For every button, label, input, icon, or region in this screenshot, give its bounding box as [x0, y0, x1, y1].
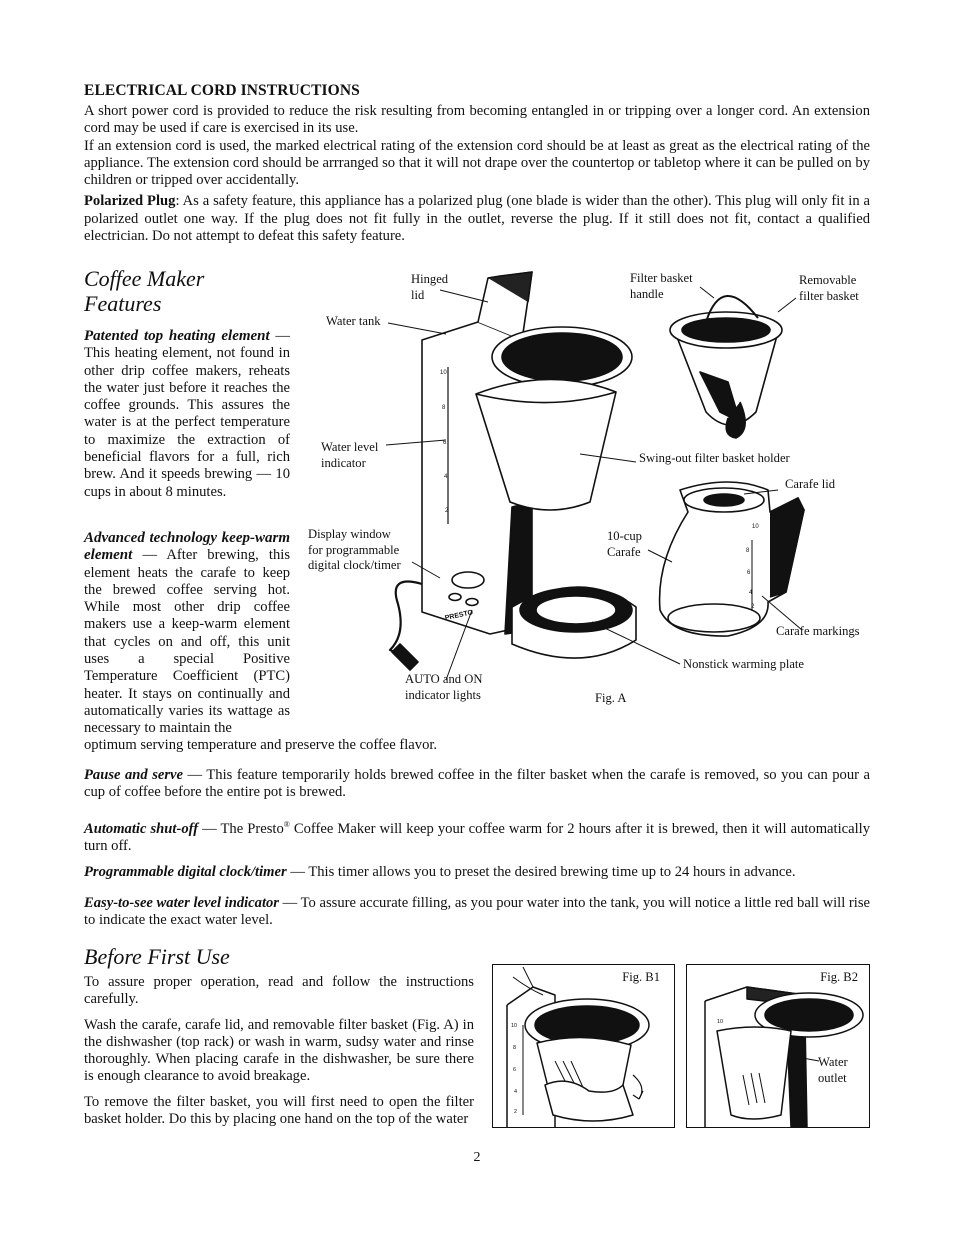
features-heading [84, 266, 294, 316]
callout-display-window [308, 527, 401, 574]
feature-keep-warm-text: — After brewing, this element heats the carafe to keep the brewed coffee serving hot. While most other drip coffee makers use a keep-warm element that cycles on and off, this unit uses a special Positive Temperature Coefficient (PTC) heater. It stays on continually and automatically varies its wattage as necessary to maintain the [84, 547, 290, 737]
feature-water-level [84, 895, 870, 930]
electrical-heading: ELECTRICAL CORD INSTRUCTIONS [84, 82, 360, 99]
b1-mark-8: 8 [513, 1045, 517, 1051]
callout-water-level-line-2: indicator [321, 455, 366, 470]
callout-water-level-line-1: Water level [321, 440, 379, 454]
feature-pause-serve [84, 767, 870, 802]
callout-carafe-line-2: Carafe [607, 544, 641, 559]
electrical-paragraph-1: A short power cord is provided to reduce the risk resulting from becoming entangled in or tripping over a longer cord. An extension cord may be used if care is exercised in its use. [84, 103, 870, 137]
before-use-paragraph-2: Wash the carafe, carafe lid, and removable filter basket (Fig. A) in the dishwasher (top rack) or wash in warm, sudsy water and rinse thoroughly. When placing carafe in the dishwasher, be sure there is enough clearance to avoid breakage. [84, 1016, 474, 1085]
carafe-mark-10: 10 [752, 524, 759, 530]
feature-pause-label: Pause and serve [84, 767, 184, 783]
before-use-paragraph-3: To remove the filter basket, you will first need to open the filter basket holder. Do this by placing one hand on the top of the water [84, 1093, 474, 1128]
callout-auto-on-lights [405, 672, 482, 703]
figure-a-label: Fig. A [595, 691, 627, 705]
feature-level-text: — To assure accurate filling, as you pour water into the tank, you will notice a little red ball will rise to indicate the exact water level. [84, 895, 871, 929]
callout-carafe-lid: Carafe lid [785, 477, 835, 491]
b1-mark-6: 6 [513, 1067, 517, 1073]
callout-display-line-2: for programmable [308, 542, 400, 557]
figure-b1-label: Fig. B1 [622, 970, 660, 984]
registered-mark: ® [283, 820, 290, 829]
callout-filter-handle-line-2: handle [630, 286, 664, 301]
feature-keep-warm [84, 530, 290, 738]
callout-carafe-line-1: 10-cup [607, 529, 642, 543]
figure-b1-drawing [493, 965, 673, 1127]
feature-clock-label: Programmable digital clock/timer [84, 864, 287, 880]
b1-mark-4: 4 [514, 1089, 518, 1095]
feature-clock-text: — This timer allows you to preset the desired brewing time up to 24 hours in advance. [286, 864, 796, 880]
tank-mark-6: 6 [443, 440, 447, 446]
callout-filter-handle [630, 271, 693, 302]
figure-b2-drawing [687, 965, 868, 1127]
callout-display-line-3: digital clock/timer [308, 558, 401, 573]
feature-heating-text: — This heating element, not found in other drip coffee makers, reheats the water just before it reaches the coffee grounds. This assures the water is at the perfect temperature to maximize the extraction of beneficial flavors for a full, rich brew. And it speeds brewing — 10 cups in about 8 minutes. [84, 328, 290, 500]
page-number: 2 [473, 1150, 481, 1165]
feature-heating-label: Patented top heating element [84, 328, 270, 344]
features-heading-line-2: Features [84, 291, 162, 316]
callout-removable-basket [799, 273, 859, 304]
polarized-plug-text: : As a safety feature, this appliance has a polarized plug (one blade is wider than the other). This plug will only fit in a polarized outlet one way. If the plug does not fit fully in the outlet, reverse the plug. If it still does not fit, contact a qualified electrician. Do not attempt to defeat this safety feature. [84, 193, 871, 245]
figure-b2-label: Fig. B2 [820, 970, 858, 984]
before-use-paragraph-1: To assure proper operation, read and follow the instructions carefully. [84, 974, 474, 1008]
figure-a [300, 262, 890, 717]
callout-hinged-lid-line-2: lid [411, 287, 425, 302]
feature-auto-shutoff [84, 816, 870, 855]
electrical-section [84, 82, 870, 245]
callout-hinged-lid [411, 272, 448, 303]
figure-b1 [492, 964, 675, 1128]
tank-mark-8: 8 [442, 405, 446, 411]
b1-mark-2: 2 [514, 1109, 518, 1115]
electrical-paragraph-2: If an extension cord is used, the marked electrical rating of the extension cord should be at least as great as the electrical rating of the appliance. The extension cord should be arrranged so that it will not drape over the countertop or tabletop where it can be pulled on by children or tripped over accidentally. [84, 137, 870, 189]
carafe-mark-4: 4 [749, 590, 753, 596]
callout-auto-on-line-2: indicator lights [405, 687, 481, 702]
carafe-mark-6: 6 [747, 570, 751, 576]
b1-mark-10: 10 [511, 1023, 518, 1029]
callout-carafe-markings: Carafe markings [776, 624, 860, 638]
features-heading-line-1: Coffee Maker [84, 266, 205, 291]
before-use-heading: Before First Use [84, 944, 230, 969]
polarized-plug-label: Polarized Plug [84, 193, 176, 210]
feature-clock-timer [84, 864, 870, 881]
carafe-mark-2: 2 [751, 604, 755, 610]
callout-hinged-lid-line-1: Hinged [411, 272, 449, 286]
feature-heating-element [84, 328, 290, 501]
tank-mark-4: 4 [444, 474, 448, 480]
callout-water-outlet [818, 1055, 848, 1086]
feature-shutoff-label: Automatic shut-off [84, 820, 199, 837]
callout-auto-on-line-1: AUTO and ON [405, 672, 483, 686]
feature-level-label: Easy-to-see water level indicator [84, 895, 279, 911]
presto-logo: PRESTO [444, 609, 474, 623]
callout-water-outlet-line-2: outlet [818, 1070, 847, 1085]
before-use-body [84, 974, 474, 1128]
feature-shutoff-text-a: — The Presto [198, 820, 284, 837]
polarized-plug-paragraph [84, 193, 870, 245]
callout-filter-handle-line-1: Filter basket [630, 271, 693, 285]
callout-water-level [321, 440, 378, 471]
callout-water-outlet-line-1: Water [818, 1055, 848, 1069]
feature-keep-warm-tail: optimum serving temperature and preserve the coffee flavor. [84, 737, 438, 753]
callout-warming-plate: Nonstick warming plate [683, 657, 805, 671]
figure-b2 [686, 964, 870, 1128]
tank-mark-10: 10 [440, 370, 447, 376]
tank-mark-2: 2 [445, 508, 449, 514]
callout-carafe [607, 529, 642, 560]
callout-water-tank: Water tank [326, 314, 381, 328]
callout-swing-out-holder: Swing-out filter basket holder [639, 451, 790, 465]
callout-removable-line-2: filter basket [799, 288, 859, 303]
feature-keep-warm-label: Advanced technology keep-warm element [84, 530, 290, 564]
feature-shutoff-text-b: Coffee Maker will keep your coffee warm for 2 hours after it is brewed, then it will automatically turn off. [84, 820, 871, 855]
callout-display-line-1: Display window [308, 527, 391, 541]
feature-pause-text: — This feature temporarily holds brewed coffee in the filter basket when the carafe is removed, so you can pour a cup of coffee before the entire pot is brewed. [84, 767, 870, 801]
callout-removable-line-1: Removable [799, 273, 857, 287]
b2-mark-10: 10 [717, 1019, 724, 1025]
carafe-mark-8: 8 [746, 548, 750, 554]
